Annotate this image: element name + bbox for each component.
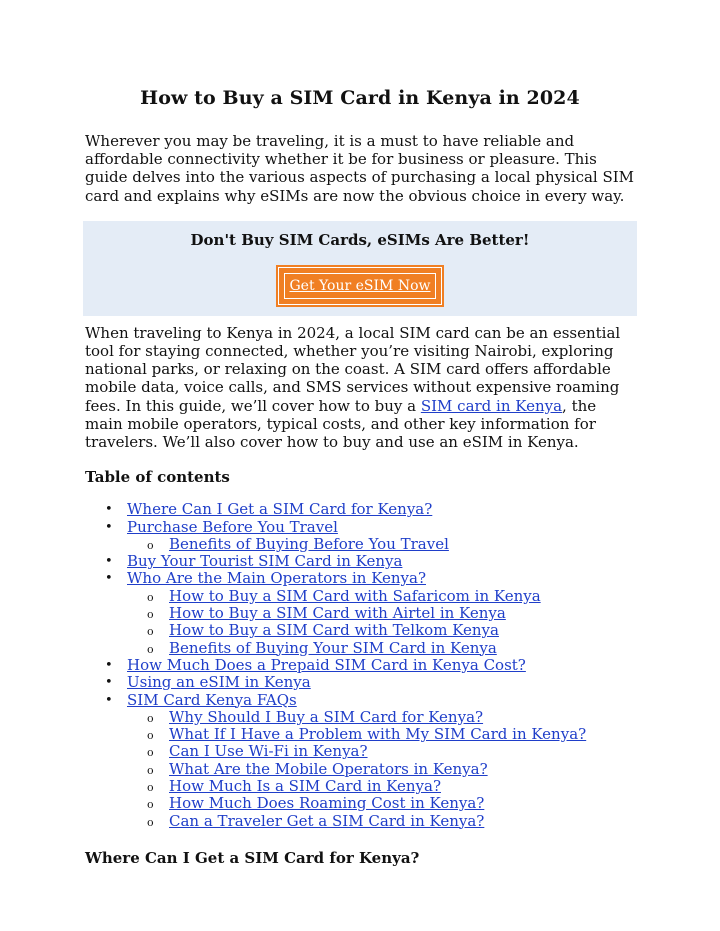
toc-link[interactable]: Buy Your Tourist SIM Card in Kenya — [127, 552, 403, 571]
toc-item — [105, 726, 635, 743]
sub-bullet-icon: o — [147, 729, 154, 743]
page-title: How to Buy a SIM Card in Kenya in 2024 — [140, 87, 580, 109]
toc-item — [105, 519, 635, 536]
sub-bullet-icon: o — [147, 625, 154, 639]
toc-link[interactable]: Where Can I Get a SIM Card for Kenya? — [127, 500, 433, 519]
toc-link[interactable]: How Much Is a SIM Card in Kenya? — [169, 776, 441, 795]
toc-item — [105, 795, 635, 812]
toc-item — [105, 709, 635, 726]
toc-link[interactable]: Benefits of Buying Before You Travel — [169, 534, 449, 553]
toc-item — [105, 657, 635, 674]
toc-item — [105, 622, 635, 639]
bullet-icon: • — [105, 502, 113, 518]
toc-link[interactable]: How Much Does a Prepaid SIM Card in Kenya Cost? — [127, 655, 526, 674]
sub-bullet-icon: o — [147, 642, 154, 656]
toc-item — [105, 692, 635, 709]
toc-item — [105, 813, 635, 830]
sub-bullet-icon: o — [147, 763, 154, 777]
sub-bullet-icon: o — [147, 798, 154, 812]
toc-link[interactable]: Benefits of Buying Your SIM Card in Kenya — [169, 638, 497, 657]
toc-link[interactable]: Purchase Before You Travel — [127, 517, 338, 536]
toc-link[interactable]: Who Are the Main Operators in Kenya? — [127, 569, 426, 588]
toc-link[interactable]: Why Should I Buy a SIM Card for Kenya? — [169, 707, 484, 726]
toc-item — [105, 743, 635, 760]
sub-bullet-icon: o — [147, 746, 154, 760]
toc-item — [105, 536, 635, 553]
bullet-icon: • — [105, 519, 113, 535]
toc-link[interactable]: Can a Traveler Get a SIM Card in Kenya? — [169, 811, 485, 830]
toc-item — [105, 570, 635, 587]
toc-item — [105, 674, 635, 691]
toc-heading: Table of contents — [85, 468, 230, 487]
body-text-part2: , the main mobile operators, typical costs, and other key information for travelers. We’ll also cover how to buy and use an eSIM in Kenya. — [85, 396, 597, 452]
toc-item — [105, 761, 635, 778]
toc-link[interactable]: How to Buy a SIM Card with Safaricom in Kenya — [169, 586, 541, 605]
toc-item — [105, 605, 635, 622]
esim-promo-box — [83, 221, 637, 316]
bullet-icon: • — [105, 554, 113, 570]
toc-link[interactable]: Can I Use Wi-Fi in Kenya? — [169, 742, 368, 761]
bullet-icon: • — [105, 675, 113, 691]
sub-bullet-icon: o — [147, 780, 154, 794]
bullet-icon: • — [105, 692, 113, 708]
sim-card-kenya-link[interactable]: SIM card in Kenya — [420, 396, 563, 415]
sub-bullet-icon: o — [147, 608, 154, 622]
bullet-icon: • — [105, 657, 113, 673]
toc-link[interactable]: What Are the Mobile Operators in Kenya? — [169, 759, 488, 778]
toc-link[interactable]: How to Buy a SIM Card with Airtel in Kenya — [169, 604, 506, 623]
sub-bullet-icon: o — [147, 815, 154, 829]
toc-link[interactable]: What If I Have a Problem with My SIM Card in Kenya? — [169, 725, 587, 744]
toc-item — [105, 640, 635, 657]
body-text-part1: When traveling to Kenya in 2024, a local SIM card can be an essential tool for staying connected, whether you’re visiting Nairobi, exploring national parks, or relaxing on the coast. A SIM card offers affordable mobile data, voice calls, and SMS services without expensive roaming fees. In this guide, we’ll cover how to buy a — [85, 323, 621, 415]
toc-link[interactable]: SIM Card Kenya FAQs — [127, 690, 297, 709]
toc-link[interactable]: How to Buy a SIM Card with Telkom Kenya — [169, 621, 499, 640]
body-paragraph — [85, 324, 635, 451]
toc-link[interactable]: Using an eSIM in Kenya — [127, 673, 311, 692]
promo-title: Don't Buy SIM Cards, eSIMs Are Better! — [190, 230, 530, 249]
toc-link[interactable]: How Much Does Roaming Cost in Kenya? — [169, 794, 485, 813]
cta-button-frame — [276, 265, 443, 307]
sub-bullet-icon: o — [147, 538, 154, 552]
get-esim-button[interactable]: Get Your eSIM Now — [281, 270, 438, 302]
bullet-icon: • — [105, 571, 113, 587]
section-heading: Where Can I Get a SIM Card for Kenya? — [85, 848, 420, 867]
toc-item — [105, 501, 635, 518]
sub-bullet-icon: o — [147, 711, 154, 725]
sub-bullet-icon: o — [147, 590, 154, 604]
toc-item — [105, 553, 635, 570]
table-of-contents — [85, 501, 635, 830]
intro-paragraph: Wherever you may be traveling, it is a must to have reliable and affordable connectivity whether it be for business or pleasure. This guide delves into the various aspects of purchasing a local physical SIM card and explains why eSIMs are now the obvious choice in every way. — [85, 132, 635, 205]
toc-item — [105, 778, 635, 795]
toc-item — [105, 588, 635, 605]
